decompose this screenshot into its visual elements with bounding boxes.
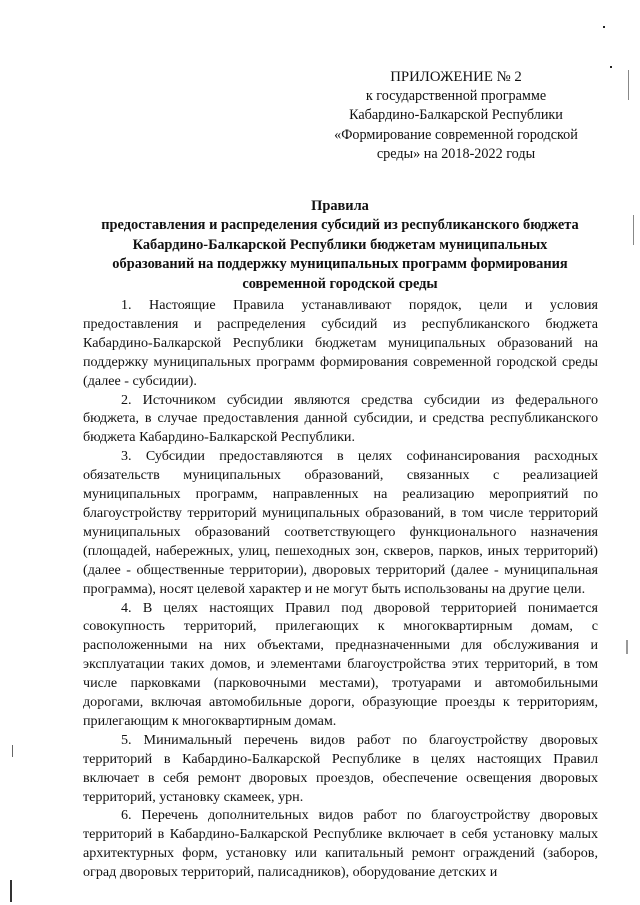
appendix-line: «Формирование современной городской	[334, 126, 578, 143]
scan-edge-mark	[12, 745, 13, 757]
title-line: Кабардино-Балкарской Республики бюджетам муниципальных	[132, 236, 548, 253]
paragraph-3: 3. Субсидии предоставляются в целях софинансирования расходных обязательств муниципальных образований, связанных с реализацией муниципальных программ, направленных на реализацию мероприятий по благоустройству территорий муниципальных образований, в том числе территорий муниципальных образований соответствующего функционального назначения (площадей, набережных, улиц, пешеходных зон, скверов, парков, иных территорий) (далее - общественные территории), дворовых территорий (далее - муниципальная программа), носят целевой характер и не могут быть использованы на другие цели.	[83, 448, 598, 597]
appendix-line: Кабардино-Балкарской Республики	[349, 107, 563, 124]
appendix-number: ПРИЛОЖЕНИЕ № 2	[390, 69, 522, 85]
title-line: современной городской среды	[242, 275, 438, 292]
paragraph-4: 4. В целях настоящих Правил под дворовой территорией понимается совокупность территорий, прилегающих к многоквартирным домам, с расположенными на них объектами, предназначенными для обслуживания и эксплуатации таких домов, и элементами благоустройства этих территорий, в том числе парковками (парковочными местами), тротуарами и автомобильными дорогами, включая автомобильные дороги, образующие проезды к территориям, прилегающим к многоквартирным домам.	[83, 599, 598, 729]
appendix-line: среды» на 2018-2022 годы	[376, 145, 536, 162]
scan-speck	[603, 26, 605, 28]
scan-edge-mark	[10, 880, 12, 902]
scan-speck	[610, 66, 612, 68]
scan-edge-mark	[628, 70, 629, 100]
paragraph-6: 6. Перечень дополнительных видов работ по благоустройству дворовых территорий в Кабардино-Балкарской Республике включает в себя установку малых архитектурных форм, установку или капитальный ремонт ограждений (заборов, оград дворовых территорий, палисадников), оборудование детских и	[83, 807, 598, 881]
appendix-header	[316, 68, 596, 164]
title-heading: Правила	[311, 198, 369, 214]
paragraph-2: 2. Источником субсидии являются средства субсидии из федерального бюджета, в случае предоставления данной субсидии, и средства республиканского бюджета Кабардино-Балкарской Республики.	[83, 391, 598, 446]
document-body	[83, 296, 598, 882]
paragraph-1: 1. Настоящие Правила устанавливают порядок, цели и условия предоставления и распределения субсидий из республиканского бюджета Кабардино-Балкарской Республики бюджетам муниципальных образований на поддержку муниципальных программ формирования современной городской среды (далее - субсидии).	[83, 297, 598, 389]
title-line: предоставления и распределения субсидий из республиканского бюджета	[101, 217, 579, 234]
paragraph-5: 5. Минимальный перечень видов работ по благоустройству дворовых территорий в Кабардино-Балкарской Республике в целях настоящих Правил включает в себя ремонт дворовых проездов, обеспечение освещения дворовых территорий, установку скамеек, урн.	[83, 731, 598, 805]
scan-edge-mark	[633, 215, 634, 245]
appendix-line: к государственной программе	[365, 88, 547, 105]
document-title	[80, 197, 600, 294]
title-line: образований на поддержку муниципальных программ формирования	[112, 256, 568, 273]
scan-edge-mark	[626, 640, 628, 654]
